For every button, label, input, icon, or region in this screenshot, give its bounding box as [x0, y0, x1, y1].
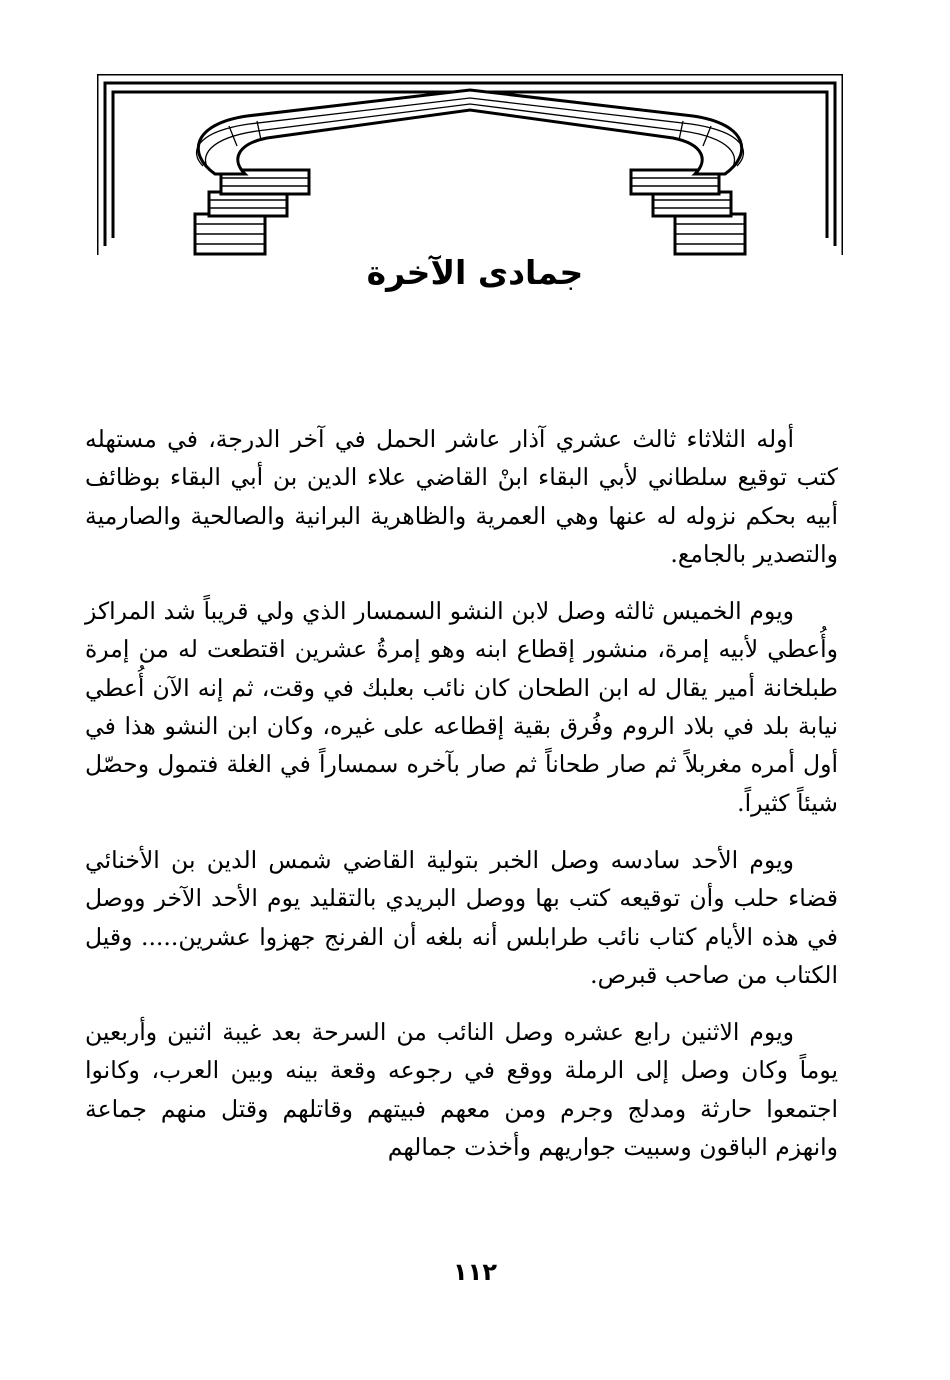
- page-number: ١١٢: [453, 1258, 497, 1286]
- paragraph-3: ويوم الأحد سادسه وصل الخبر بتولية القاضي شمس الدين بن الأخنائي قضاء حلب وأن توقيعه كتب بها ووصل البريدي بالتقليد يوم الأحد الآخر ووصل في هذه الأيام كتاب نائب طرابلس أنه بلغه أن الفرنج جهزوا عشرين..... وقيل الكتاب من صاحب قبرص.: [85, 845, 838, 989]
- chapter-header-ornament: [97, 74, 843, 274]
- paragraph-4: ويوم الاثنين رابع عشره وصل النائب من السرحة بعد غيبة اثنين وأربعين يوماً وكان وصل إلى الرملة ووقع في رجوعه وقعة بينه وبين العرب، وكانوا اجتمعوا حارثة ومدلج وجرم ومن معهم فبيتهم وقاتلهم وقتل منهم جماعة وانهزم الباقون وسبيت جواريهم وأخذت جمالهم: [85, 1018, 838, 1162]
- body-text: [85, 420, 838, 1185]
- paragraph-2: ويوم الخميس ثالثه وصل لابن النشو السمسار الذي ولي قريباً شد المراكز وأُعطي لأبيه إمرة، منشور إقطاع ابنه وهو إمرةُ عشرين اقتطعت له من إمرة طبلخانة أمير يقال له ابن الطحان كان نائب بعلبك في وقت، ثم إنه الآن أُعطي نيابة بلد في بلاد الروم وفُرق بقية إقطاعه على غيره، وكان ابن النشو هذا في أول أمره مغربلاً ثم صار طحاناً ثم صار بآخره سمساراً في الغلة فتمول وحصّل شيئاً كثيراً.: [85, 597, 838, 817]
- chapter-title: جمادى الآخرة: [366, 253, 584, 292]
- paragraph-1: أوله الثلاثاء ثالث عشري آذار عاشر الحمل في آخر الدرجة، في مستهله كتب توقيع سلطاني لأبي البقاء ابنْ القاضي علاء الدين بن أبي البقاء بوظائف أبيه بحكم نزوله له عنها وهي العمرية والظاهرية البرانية والصالحية والصارمية والتصدير بالجامع.: [85, 425, 838, 568]
